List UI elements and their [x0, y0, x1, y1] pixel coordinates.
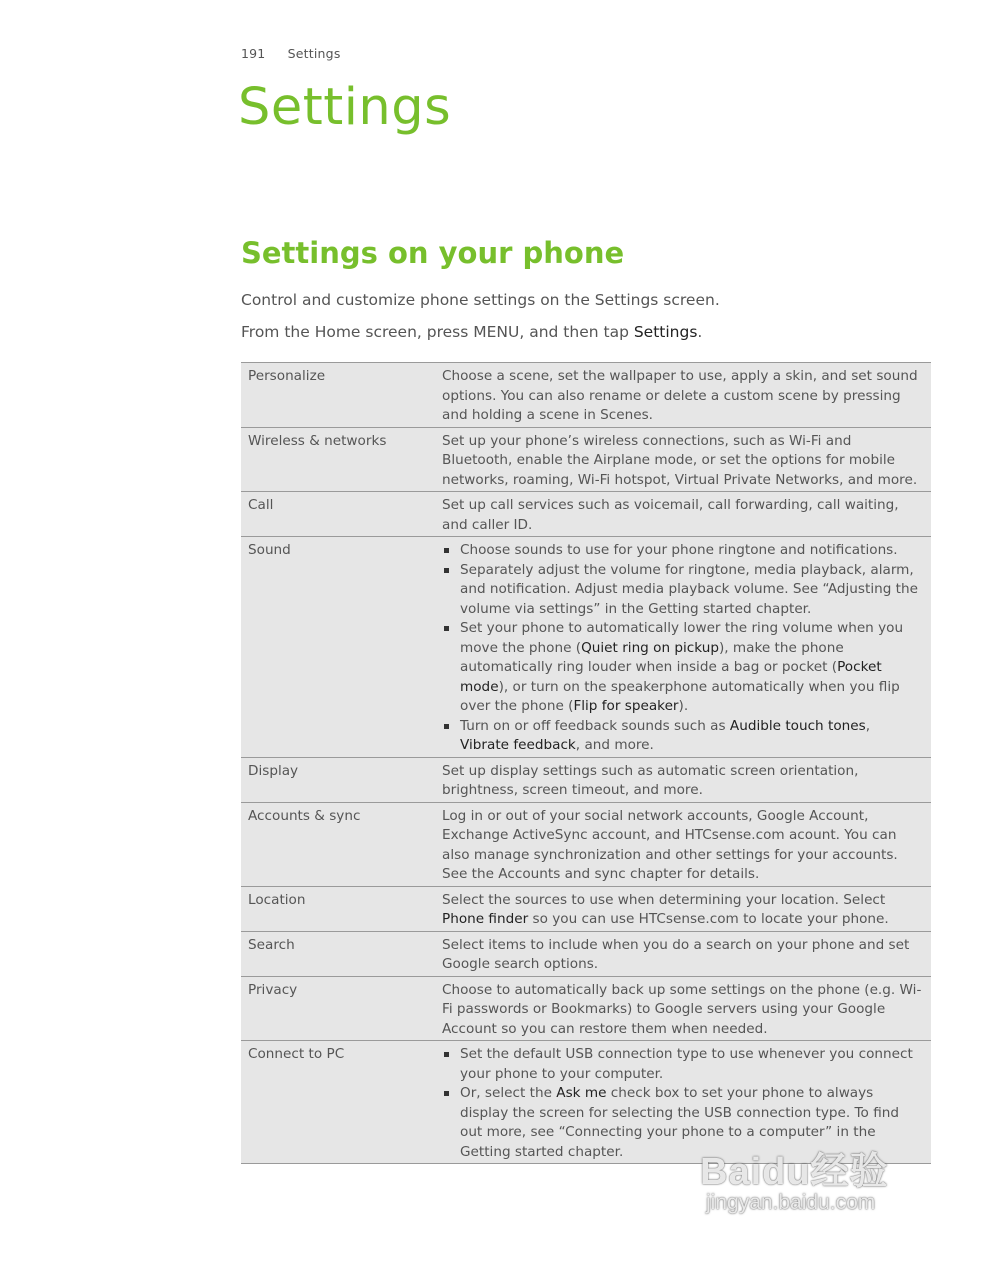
running-head-section: Settings: [287, 46, 341, 61]
table-row: [241, 537, 931, 758]
option-name: Phone finder: [442, 911, 529, 927]
instruction-end: .: [697, 323, 703, 341]
table-row: [241, 363, 931, 428]
table-row: [241, 886, 931, 931]
row-label: Location: [241, 886, 435, 931]
watermark-url: jingyan.baidu.com: [706, 1191, 876, 1214]
table-row: [241, 757, 931, 802]
row-description: Set up display settings such as automatic screen orientation, brightness, screen timeout, and more.: [435, 757, 931, 802]
instruction-emphasis: Settings: [633, 323, 698, 341]
table-row: [241, 802, 931, 886]
table-row: [241, 427, 931, 492]
row-label: Display: [241, 757, 435, 802]
row-description: Log in or out of your social network accounts, Google Account, Exchange ActiveSync account, and HTCsense.com acount. You can also manage synchronization and other settings for your accounts. See the Accounts and sync chapter for details.: [435, 802, 931, 886]
row-label: Privacy: [241, 976, 435, 1041]
row-label: Wireless & networks: [241, 427, 435, 492]
item-text: Select the sources to use when determining your location. Select: [442, 891, 886, 908]
watermark-logo: Baidu经验: [700, 1151, 889, 1193]
table-row: [241, 931, 931, 976]
row-description: [435, 537, 931, 758]
intro-paragraph: Control and customize phone settings on the Settings screen.: [241, 291, 720, 309]
row-description: Set up your phone’s wireless connections, such as Wi-Fi and Bluetooth, enable the Airplane mode, or set the options for mobile networks, roaming, Wi-Fi hotspot, Virtual Private Networks, and more.: [435, 427, 931, 492]
item-text: check box to set your phone to always display the screen for selecting the USB connection type. To find out more, see “Connecting your phone to a computer” in the Getting started chapter.: [460, 1085, 899, 1160]
row-description: Choose to automatically back up some settings on the phone (e.g. Wi-Fi passwords or Bookmarks) to Google servers using your Google Account so you can restore them when needed.: [435, 976, 931, 1041]
row-label: Sound: [241, 537, 435, 758]
item-text: so you can use HTCsense.com to locate your phone.: [528, 911, 889, 927]
list-item: Choose sounds to use for your phone ringtone and notifications.: [442, 541, 923, 561]
running-head: [241, 46, 341, 61]
item-text: Or, select the: [460, 1085, 557, 1101]
list-item: Set the default USB connection type to use whenever you connect your phone to your computer.: [442, 1045, 923, 1084]
option-name: Quiet ring on pickup: [581, 639, 719, 656]
row-description: [435, 886, 931, 931]
option-name: Pocket mode: [460, 659, 882, 695]
row-label: Connect to PC: [241, 1041, 435, 1164]
section-heading: Settings on your phone: [241, 236, 625, 270]
option-name: Ask me: [556, 1085, 607, 1101]
row-label: Call: [241, 492, 435, 537]
row-description: Set up call services such as voicemail, call forwarding, call waiting, and caller ID.: [435, 492, 931, 537]
item-text: , and more.: [575, 737, 654, 753]
table-row: [241, 492, 931, 537]
instruction-paragraph: [241, 323, 702, 341]
item-text: Turn on or off feedback sounds such as: [460, 717, 730, 734]
row-description: Choose a scene, set the wallpaper to use, apply a skin, and set sound options. You can also rename or delete a custom scene by pressing and holding a scene in Scenes.: [435, 363, 931, 428]
row-description: Select items to include when you do a search on your phone and set Google search options.: [435, 931, 931, 976]
item-text: Set your phone to automatically lower the ring volume when you move the phone (: [460, 620, 904, 656]
table-row: [241, 976, 931, 1041]
settings-table: [241, 362, 931, 1164]
page-title: Settings: [238, 78, 452, 137]
item-text: ).: [678, 698, 689, 714]
item-text: ,: [865, 717, 871, 734]
list-item: [442, 619, 923, 717]
row-label: Accounts & sync: [241, 802, 435, 886]
option-name: Audible touch tones: [729, 717, 866, 734]
bullet-list: [442, 541, 923, 756]
list-item: [442, 717, 923, 756]
list-item: Separately adjust the volume for ringtone, media playback, alarm, and notification. Adjust media playback volume. See “Adjusting the volume via settings” in the Getting started chapter.: [442, 561, 923, 620]
option-name: Vibrate feedback: [460, 737, 576, 753]
row-label: Personalize: [241, 363, 435, 428]
row-label: Search: [241, 931, 435, 976]
item-text: ), or turn on the speakerphone automatically when you flip over the phone (: [460, 678, 900, 714]
instruction-text: From the Home screen, press MENU, and then tap: [241, 323, 634, 341]
item-text: ), make the phone automatically ring louder when inside a bag or pocket (: [460, 639, 844, 675]
page-number: 191: [241, 46, 266, 61]
option-name: Flip for speaker: [573, 698, 679, 714]
watermark: [700, 1140, 889, 1215]
